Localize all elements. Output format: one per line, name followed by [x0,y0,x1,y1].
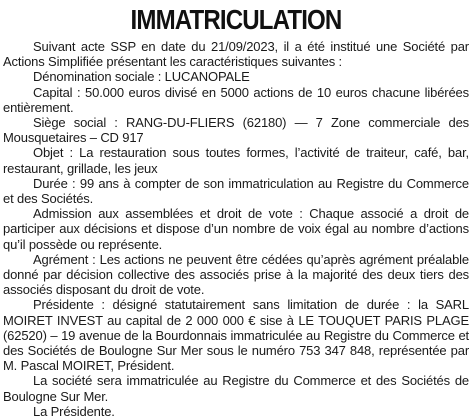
paragraph-agrement: Agrément : Les actions ne peuvent être cédées qu’après agrément préalable donné par décision collective des associés prise à la majorité des deux tiers des associés disposant du droit de vote. [3,251,469,298]
paragraph-capital: Capital : 50.000 euros divisé en 5000 actions de 10 euros chacune libérées entièrement. [3,84,469,115]
paragraph-admission: Admission aux assemblées et droit de vote : Chaque associé a droit de participer aux décisions et dispose d’un nombre de voix égal au nombre d’actions qu’il possède ou représente. [3,206,469,252]
paragraph-siege-social: Siège social : RANG-DU-FLIERS (62180) — 7 Zone commerciale des Mousquetaires – CD 917 [3,115,469,146]
paragraph-intro: Suivant acte SSP en date du 21/09/2023, il a été institué une Société par Actions Simplifiée présentant les caractéristiques suivantes : [3,39,469,70]
paragraph-duree: Durée : 99 ans à compter de son immatriculation au Registre du Commerce et des Sociétés. [3,175,469,207]
paragraph-denomination: Dénomination sociale : LUCANOPALE [33,69,250,85]
notice-body [3,39,469,419]
paragraph-immatriculation: La société sera immatriculée au Registre du Commerce et des Sociétés de Boulogne Sur Mer. [3,373,469,404]
paragraph-objet: Objet : La restauration sous toutes formes, l’activité de traiteur, café, bar, restaurant, grillade, les jeux [3,145,469,176]
paragraph-presidente: Présidente : désigné statutairement sans limitation de durée : la SARL MOIRET INVEST au capital de 2 000 000 € sise à LE TOUQUET PARIS PLAGE (62520) – 19 avenue de la Bourdonnais immatriculée au Registre du Commerce et des Sociétés de Boulogne Sur Mer sous le numéro 753 347 848, représentée par M. Pascal MOIRET, Président. [3,297,469,374]
notice-title: IMMATRICULATION [130,4,342,35]
paragraph-signature: La Présidente. [33,403,115,419]
